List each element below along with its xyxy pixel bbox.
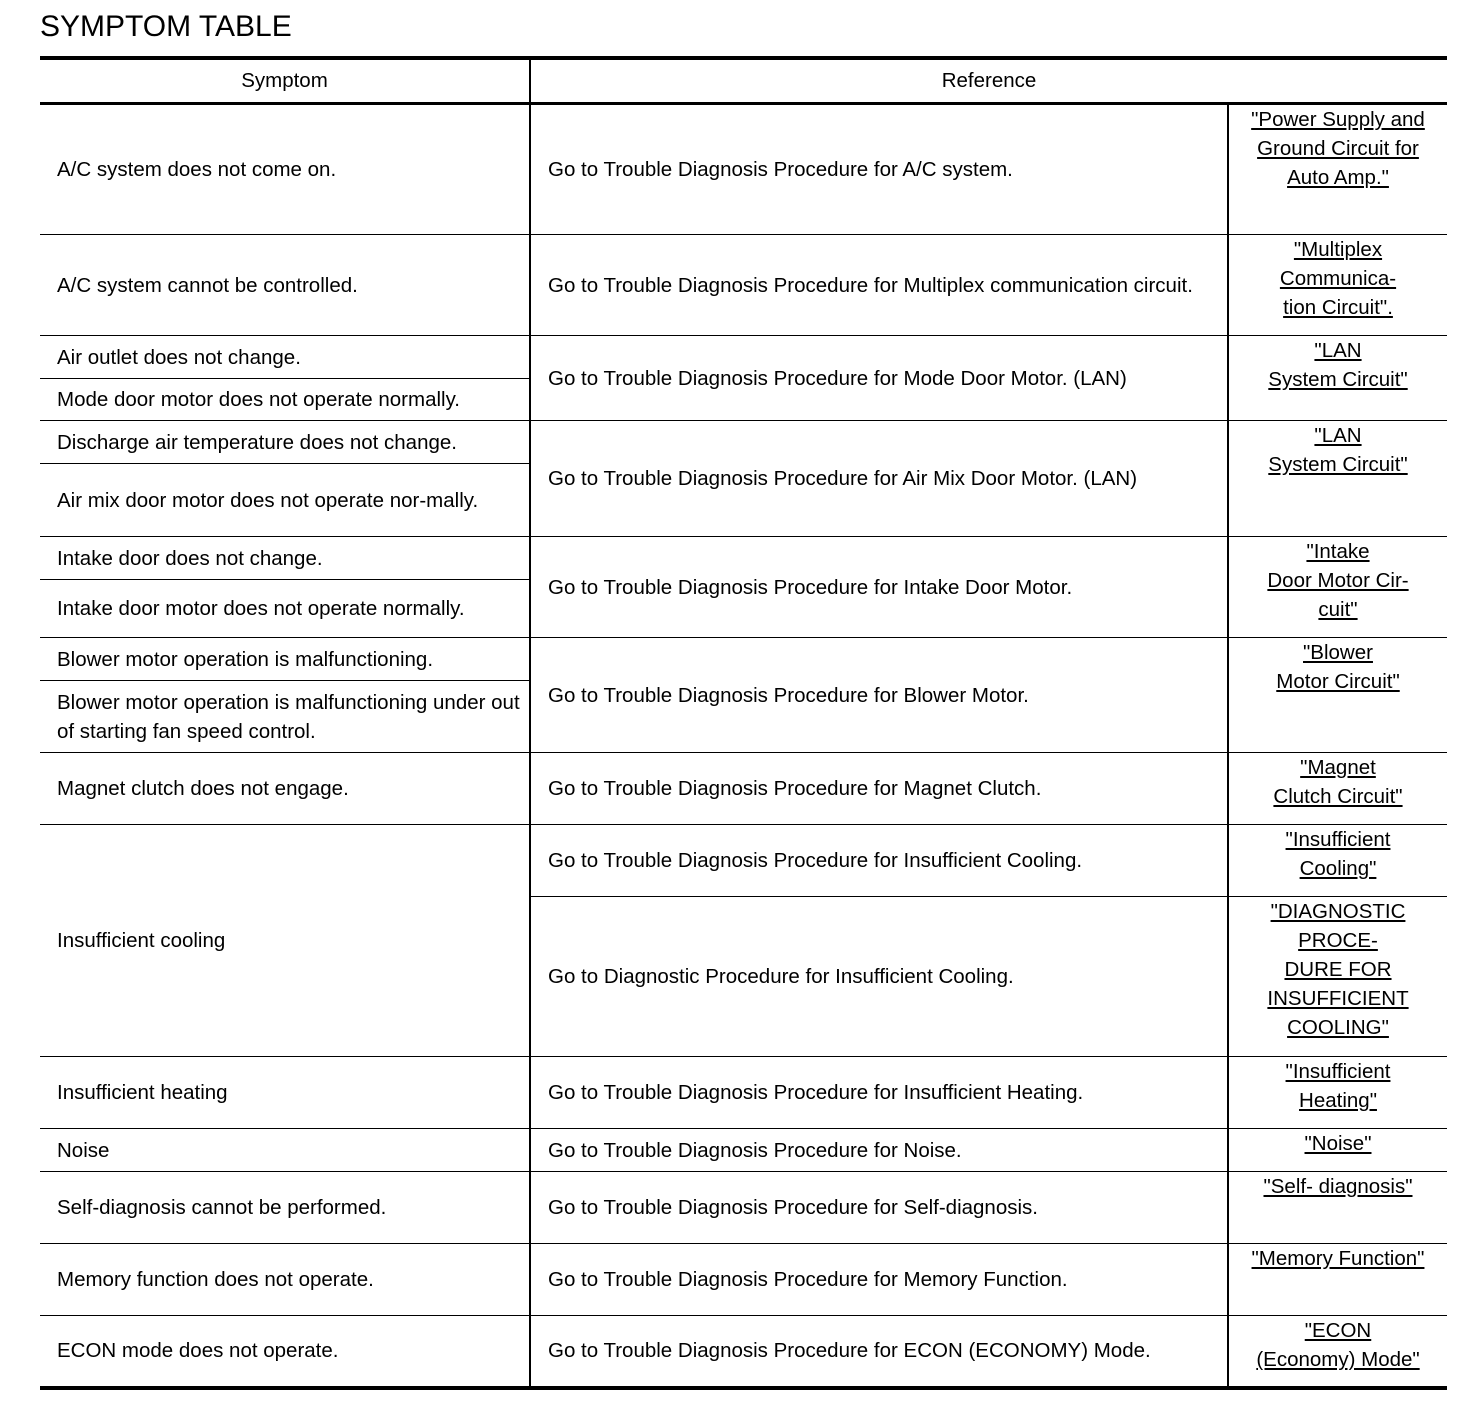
table-row [40,336,1447,379]
reference-link-cell [1228,1316,1447,1388]
symptom-table [40,56,1447,1390]
reference-link[interactable]: "ECON (Economy) Mode" [1256,1319,1420,1371]
page-title: SYMPTOM TABLE [40,10,292,43]
symptom-cell: Mode door motor does not operate normally. [40,379,530,421]
reference-link[interactable]: "Intake Door Motor Cir- cuit" [1267,540,1409,621]
reference-link-cell [1228,336,1447,421]
reference-link[interactable]: "Self- diagnosis" [1263,1175,1413,1198]
header-symptom: Symptom [40,58,530,104]
reference-link-cell [1228,638,1447,753]
symptom-cell: Insufficient cooling [40,825,530,1057]
reference-link[interactable]: "Insufficient Heating" [1285,1060,1391,1112]
reference-link[interactable]: "Noise" [1304,1132,1372,1155]
symptom-cell: Blower motor operation is malfunctioning. [40,638,530,681]
reference-link[interactable]: "Insufficient Cooling" [1285,828,1391,880]
reference-text: Go to Trouble Diagnosis Procedure for Intake Door Motor. [530,537,1228,638]
header-row [40,58,1447,104]
table-row [40,1244,1447,1316]
reference-link-cell [1228,235,1447,336]
reference-text: Go to Trouble Diagnosis Procedure for Insufficient Heating. [530,1057,1228,1129]
symptom-cell: Self-diagnosis cannot be performed. [40,1172,530,1244]
table-row [40,537,1447,580]
reference-link[interactable]: "Memory Function" [1251,1247,1425,1270]
reference-link-cell [1228,897,1447,1057]
symptom-cell: Discharge air temperature does not change. [40,421,530,464]
reference-link-cell [1228,1057,1447,1129]
reference-link-cell [1228,104,1447,235]
reference-text: Go to Trouble Diagnosis Procedure for Multiplex communication circuit. [530,235,1228,336]
reference-text: Go to Trouble Diagnosis Procedure for A/C system. [530,104,1228,235]
reference-link[interactable]: "Multiplex Communica- tion Circuit". [1279,238,1397,319]
table-row [40,638,1447,681]
reference-text: Go to Trouble Diagnosis Procedure for Memory Function. [530,1244,1228,1316]
symptom-cell: Blower motor operation is malfunctioning under out of starting fan speed control. [40,681,530,753]
reference-link[interactable]: "Power Supply and Ground Circuit for Auto Amp." [1251,108,1425,189]
reference-text: Go to Trouble Diagnosis Procedure for Air Mix Door Motor. (LAN) [530,421,1228,537]
reference-text: Go to Trouble Diagnosis Procedure for ECON (ECONOMY) Mode. [530,1316,1228,1388]
table-row [40,104,1447,235]
table-row [40,1129,1447,1172]
reference-text: Go to Diagnostic Procedure for Insufficient Cooling. [530,897,1228,1057]
symptom-cell: Noise [40,1129,530,1172]
reference-link-cell [1228,753,1447,825]
symptom-cell: Insufficient heating [40,1057,530,1129]
symptom-cell: A/C system cannot be controlled. [40,235,530,336]
table-row [40,753,1447,825]
reference-text: Go to Trouble Diagnosis Procedure for Mode Door Motor. (LAN) [530,336,1228,421]
reference-link[interactable]: "Blower Motor Circuit" [1276,641,1400,693]
reference-link[interactable]: "Magnet Clutch Circuit" [1273,756,1403,808]
table-row [40,825,1447,897]
symptom-cell: Air outlet does not change. [40,336,530,379]
reference-link[interactable]: "LAN System Circuit" [1268,424,1408,476]
table-row [40,1172,1447,1244]
reference-text: Go to Trouble Diagnosis Procedure for Blower Motor. [530,638,1228,753]
symptom-cell: Intake door motor does not operate normally. [40,580,530,638]
symptom-cell: Intake door does not change. [40,537,530,580]
reference-link-cell [1228,825,1447,897]
reference-link[interactable]: "DIAGNOSTIC PROCE- DURE FOR INSUFFICIENT COOLING" [1267,900,1409,1039]
reference-link-cell [1228,421,1447,537]
symptom-cell: Magnet clutch does not engage. [40,753,530,825]
table-row [40,421,1447,464]
table-row [40,235,1447,336]
reference-link[interactable]: "LAN System Circuit" [1268,339,1408,391]
reference-link-cell [1228,537,1447,638]
header-reference: Reference [530,58,1447,104]
symptom-cell: ECON mode does not operate. [40,1316,530,1388]
symptom-cell: Air mix door motor does not operate nor-mally. [40,464,530,537]
reference-text: Go to Trouble Diagnosis Procedure for Noise. [530,1129,1228,1172]
symptom-cell: Memory function does not operate. [40,1244,530,1316]
reference-text: Go to Trouble Diagnosis Procedure for Magnet Clutch. [530,753,1228,825]
table-row [40,1316,1447,1388]
symptom-cell: A/C system does not come on. [40,104,530,235]
reference-link-cell [1228,1172,1447,1244]
reference-link-cell [1228,1244,1447,1316]
reference-text: Go to Trouble Diagnosis Procedure for Insufficient Cooling. [530,825,1228,897]
table-row [40,1057,1447,1129]
reference-text: Go to Trouble Diagnosis Procedure for Self-diagnosis. [530,1172,1228,1244]
reference-link-cell [1228,1129,1447,1172]
